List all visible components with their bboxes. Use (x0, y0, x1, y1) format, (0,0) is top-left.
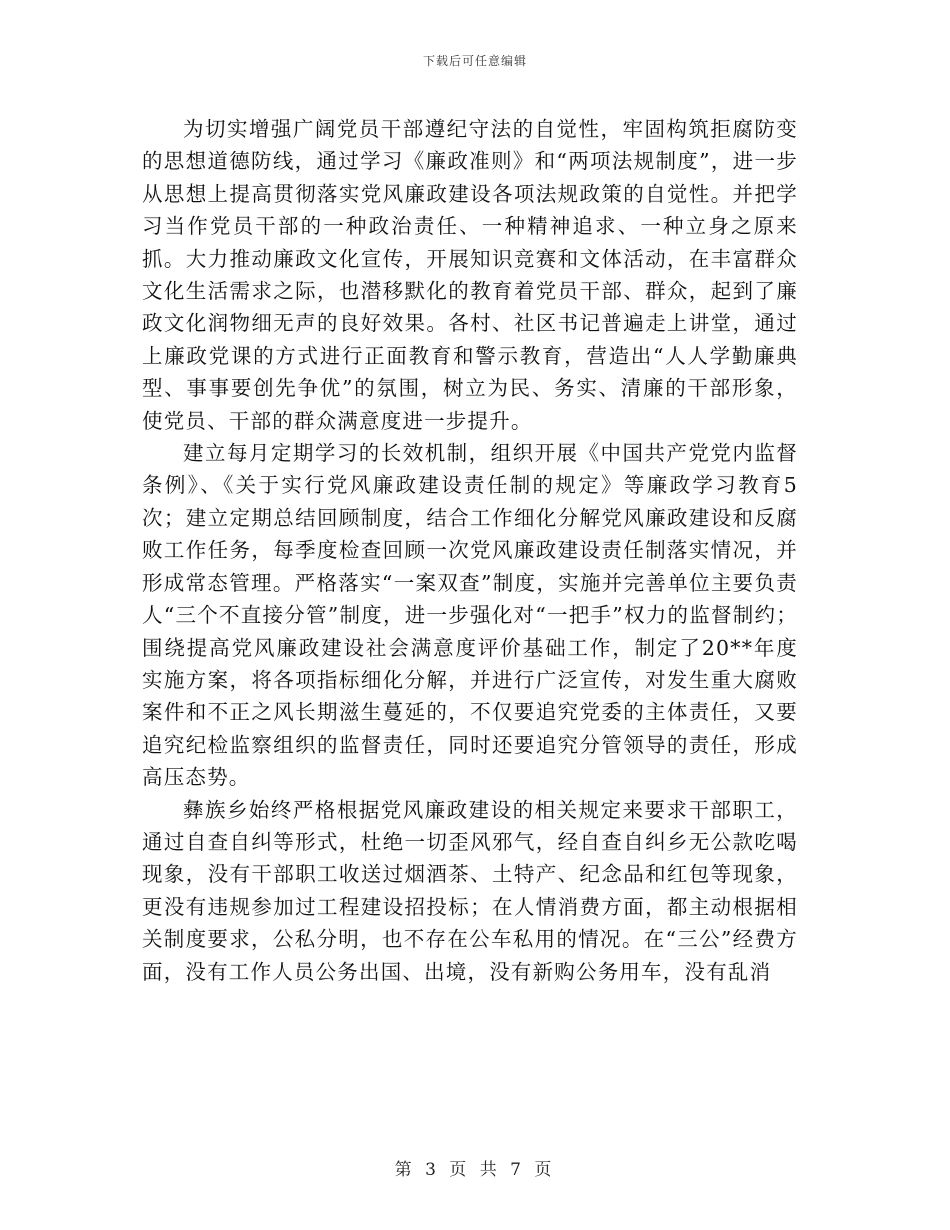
page-footer: 第 3 页 共 7 页 (394, 1160, 556, 1180)
paragraph-3: 彝族乡始终严格根据党风廉政建设的相关规定来要求干部职工，通过自查自纠等形式，杜绝一切歪风邪气，经自查自纠乡无公款吃喝现象，没有干部职工收送过烟酒茶、土特产、纪念品和红包等现象，更没有违规参加过工程建设招投标；在人情消费方面，都主动根据相关制度要求，公私分明，也不存在公车私用的情况。在“三公”经费方面，没有工作人员公务出国、出境，没有新购公务用车，没有乱消 (142, 797, 798, 984)
paragraph-2: 建立每月定期学习的长效机制，组织开展《中国共产党党内监督条例》、《关于实行党风廉政建设责任制的规定》等廉政学习教育5次；建立定期总结回顾制度，结合工作细化分解党风廉政建设和反腐败工作任务，每季度检查回顾一次党风廉政建设责任制落实情况，并形成常态管理。严格落实“一案双查”制度，实施并完善单位主要负责人“三个不直接分管”制度，进一步强化对“一把手”权力的监督制约；围绕提高党风廉政建设社会满意度评价基础工作，制定了20**年度实施方案，将各项指标细化分解，并进行广泛宣传，对发生重大腐败案件和不正之风长期滋生蔓延的，不仅要追究党委的主体责任，又要追究纪检监察组织的监督责任，同时还要追究分管领导的责任，形成高压态势。 (142, 441, 798, 790)
document-body (142, 113, 798, 988)
page-header: 下载后可任意编辑 (422, 54, 527, 68)
paragraph-1: 为切实增强广阔党员干部遵纪守法的自觉性，牢固构筑拒腐防变的思想道德防线，通过学习《廉政准则》和“两项法规制度”，进一步从思想上提高贯彻落实党风廉政建设各项法规政策的自觉性。并把学习当作党员干部的一种政治责任、一种精神追求、一种立身之原来抓。大力推动廉政文化宣传，开展知识竞赛和文体活动，在丰富群众文化生活需求之际，也潜移默化的教育着党员干部、群众，起到了廉政文化润物细无声的良好效果。各村、社区书记普遍走上讲堂，通过上廉政党课的方式进行正面教育和警示教育，营造出“人人学勤廉典型、事事要创先争优”的氛围，树立为民、务实、清廉的干部形象，使党员、干部的群众满意度进一步提升。 (142, 117, 798, 433)
